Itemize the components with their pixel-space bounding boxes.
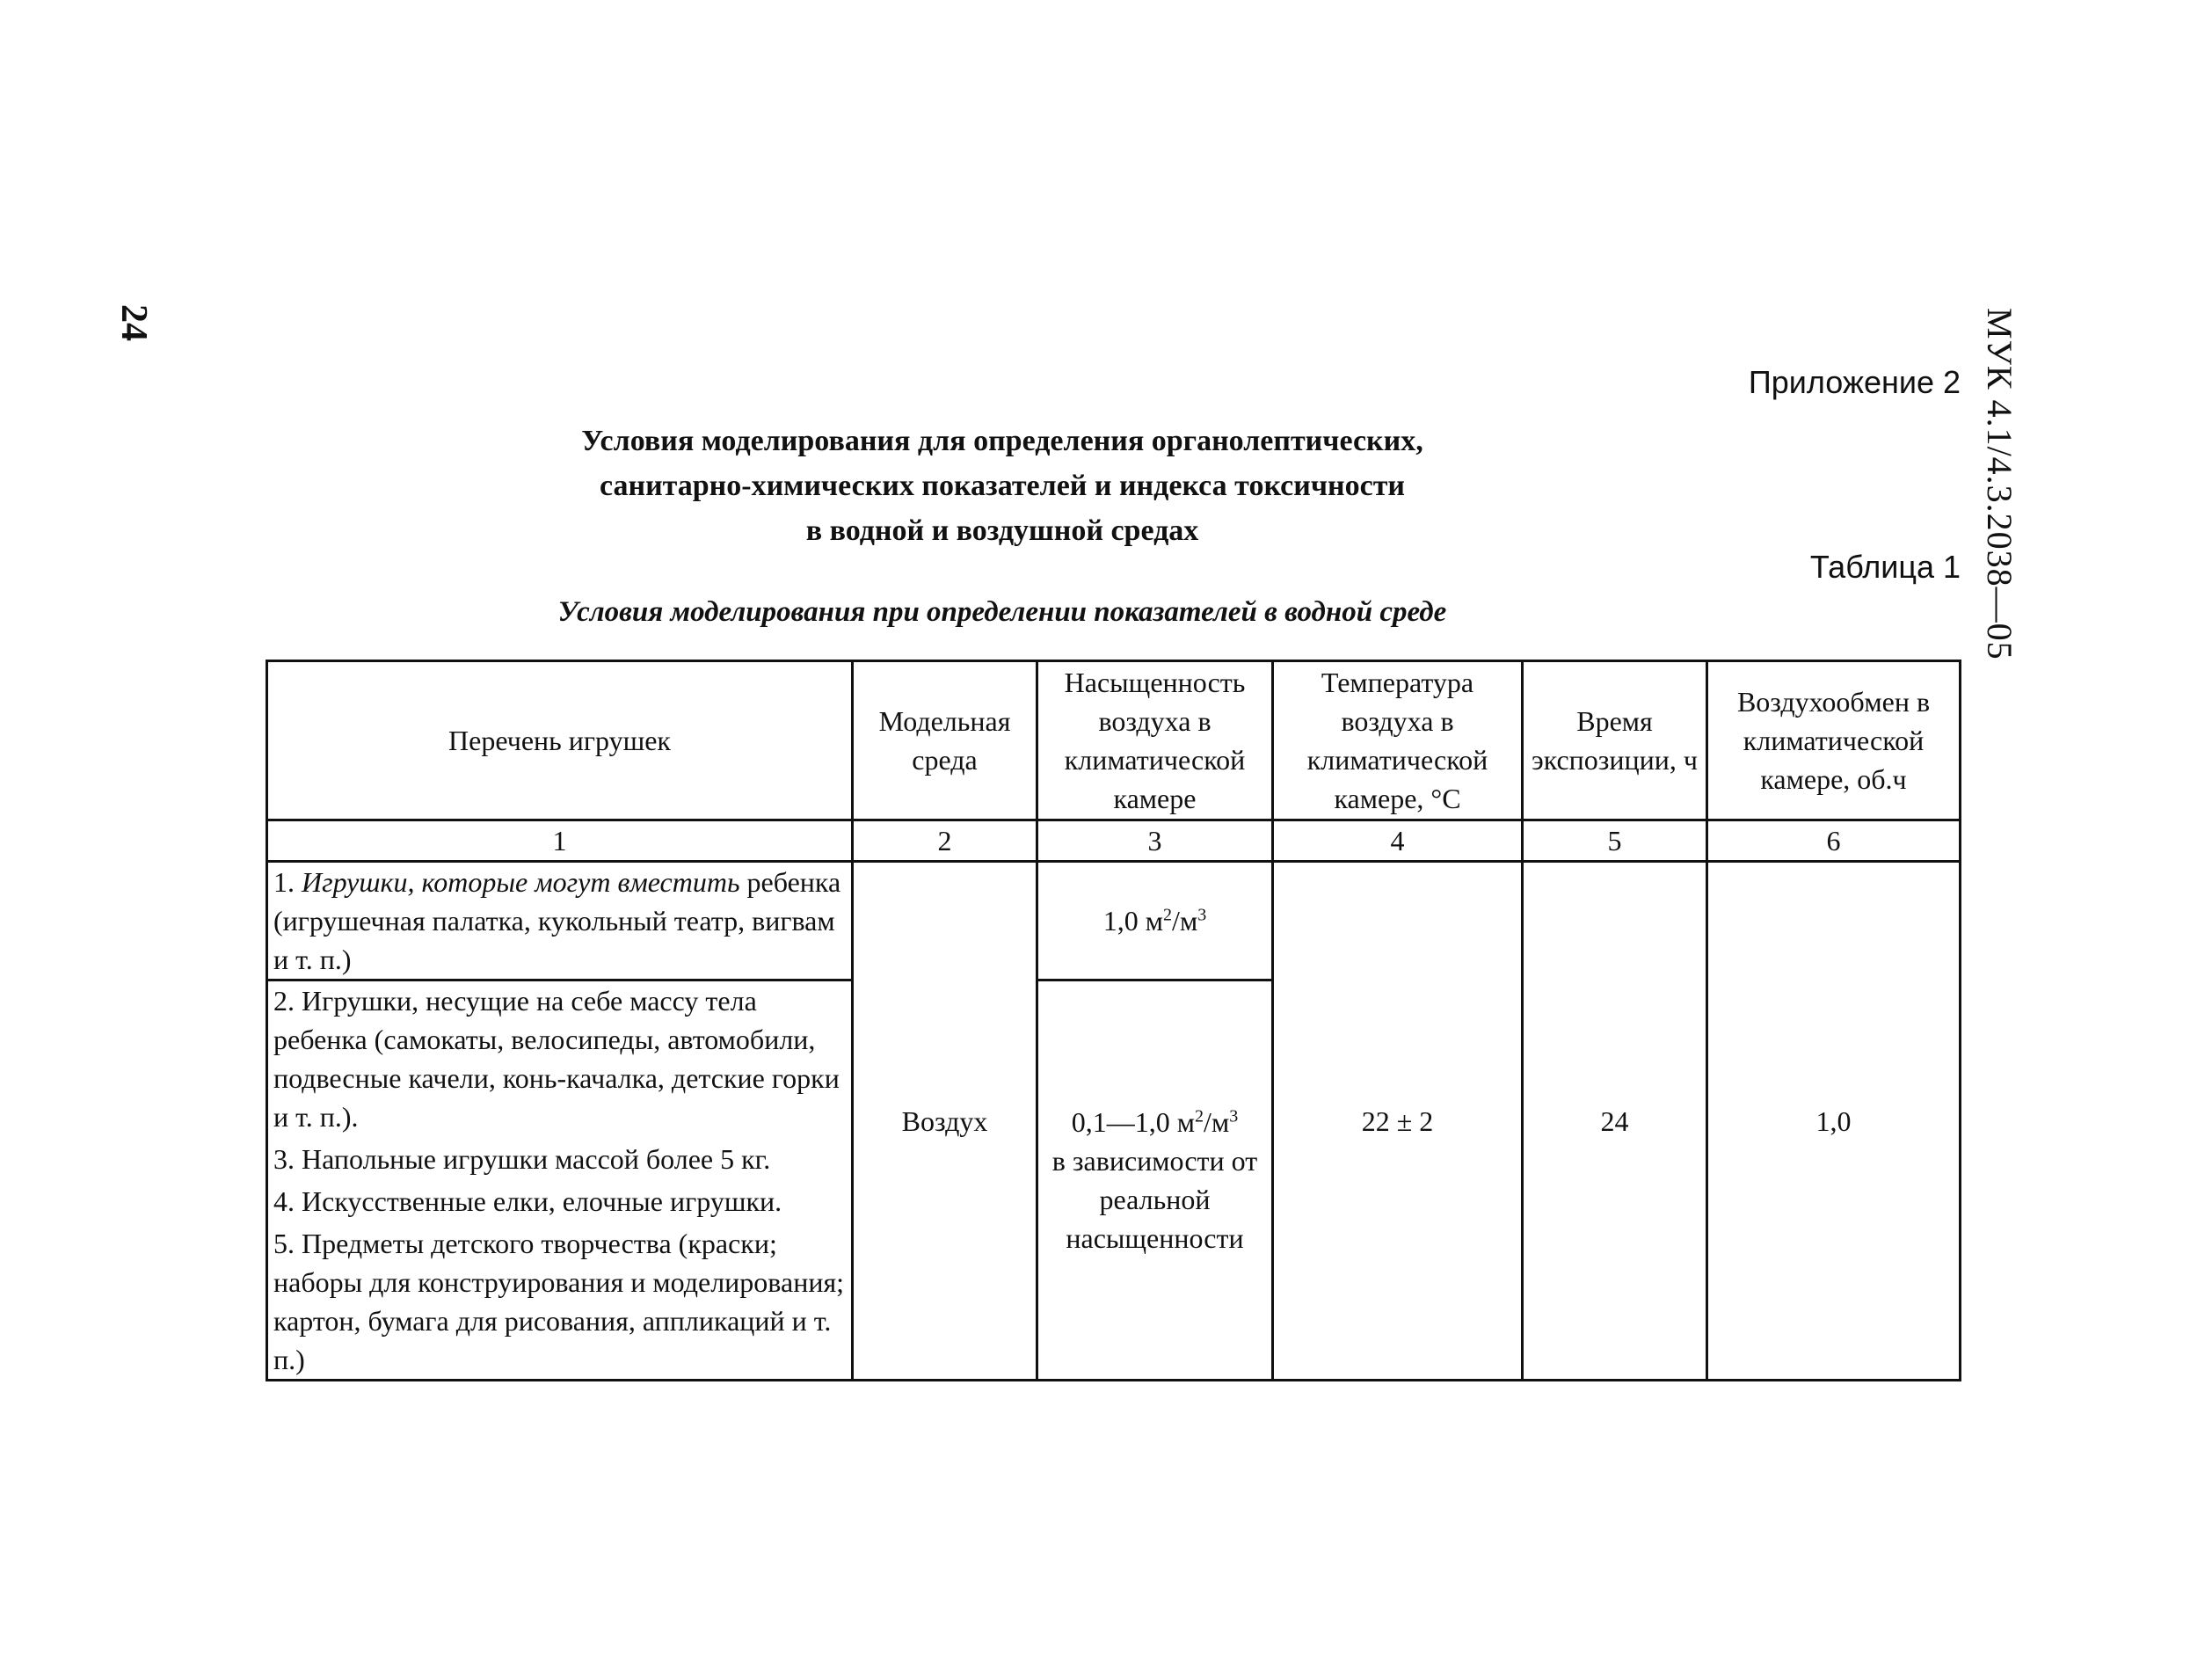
saturation-note: в зависимости от реальной насыщенности [1051, 1145, 1258, 1254]
model-medium-cell [853, 862, 1037, 1381]
title-line-2: санитарно-химических показателей и индекса токсичности [599, 470, 1406, 502]
title-line-3: в водной и воздушной средах [805, 514, 1199, 547]
toy-group-1-rest: ребенка (игрушечная палатка, кукольный театр, вигвам и т. п.) [273, 866, 841, 975]
table-title: Условия моделирования при определении показателей в водной среде [557, 596, 1447, 628]
title-line-1: Условия моделирования для определения органолептических, [581, 425, 1423, 457]
header-toy-list: Перечень игрушек [267, 661, 853, 820]
column-number: 5 [1523, 820, 1707, 862]
appendix-label: Приложение 2 [1748, 364, 1961, 400]
saturation-cell-1 [1037, 862, 1273, 980]
page-number: 24 [113, 304, 154, 341]
document-title [492, 419, 1512, 553]
header-air-exchange: Воздухообмен в климатической камере, об.ч [1707, 661, 1961, 820]
table-label: Таблица 1 [1809, 549, 1961, 585]
model-medium-value: Воздух [901, 1104, 988, 1137]
document-code: МУК 4.1/4.3.2038—05 [1980, 308, 2019, 660]
toy-group-1-italic: Игрушки, которые могут вместить [302, 866, 740, 898]
conditions-table [266, 660, 1961, 1381]
saturation-value-2: 0,1—1,0 $м^2/м^3$ [1071, 1106, 1239, 1138]
toy-group-2: 2. Игрушки, несущие на себе массу тела ребенка (самокаты, велосипеды, автомобили, подвесные качели, конь-качалка, детские горки и т. п.). [273, 985, 840, 1133]
exposure-time-value: 24 [1600, 1104, 1629, 1137]
toy-group-5: 5. Предметы детского творчества (краски; наборы для конструирования и моделирования; картон, бумага для рисования, аппликаций и т. п.) [273, 1228, 845, 1375]
toy-group-4: 4. Искусственные елки, елочные игрушки. [273, 1185, 782, 1217]
header-row [267, 661, 1961, 820]
column-number: 6 [1707, 820, 1961, 862]
column-number: 3 [1037, 820, 1273, 862]
column-number: 1 [267, 820, 853, 862]
header-model-medium: Модельная среда [853, 661, 1037, 820]
air-exchange-value: 1,0 [1815, 1104, 1852, 1137]
toy-groups-2-5 [267, 980, 853, 1381]
header-air-saturation: Насыщенность воздуха в климатической камере [1037, 661, 1273, 820]
toy-group-1 [267, 862, 853, 980]
column-number: 4 [1273, 820, 1523, 862]
header-air-temperature: Температура воздуха в климатической камере, °С [1273, 661, 1523, 820]
saturation-value-1: 1,0 $м^2/м^3$ [1102, 905, 1207, 937]
exposure-time-cell [1523, 862, 1707, 1381]
column-number-row [267, 820, 1961, 862]
temperature-value: 22 ± 2 [1361, 1104, 1434, 1137]
table-row [267, 862, 1961, 980]
saturation-cell-2 [1037, 980, 1273, 1381]
temperature-cell [1273, 862, 1523, 1381]
header-exposure-time: Время экспозиции, ч [1523, 661, 1707, 820]
air-exchange-cell [1707, 862, 1961, 1381]
column-number: 2 [853, 820, 1037, 862]
toy-group-3: 3. Напольные игрушки массой более 5 кг. [273, 1143, 771, 1175]
toy-group-1-prefix: 1. [273, 866, 302, 898]
